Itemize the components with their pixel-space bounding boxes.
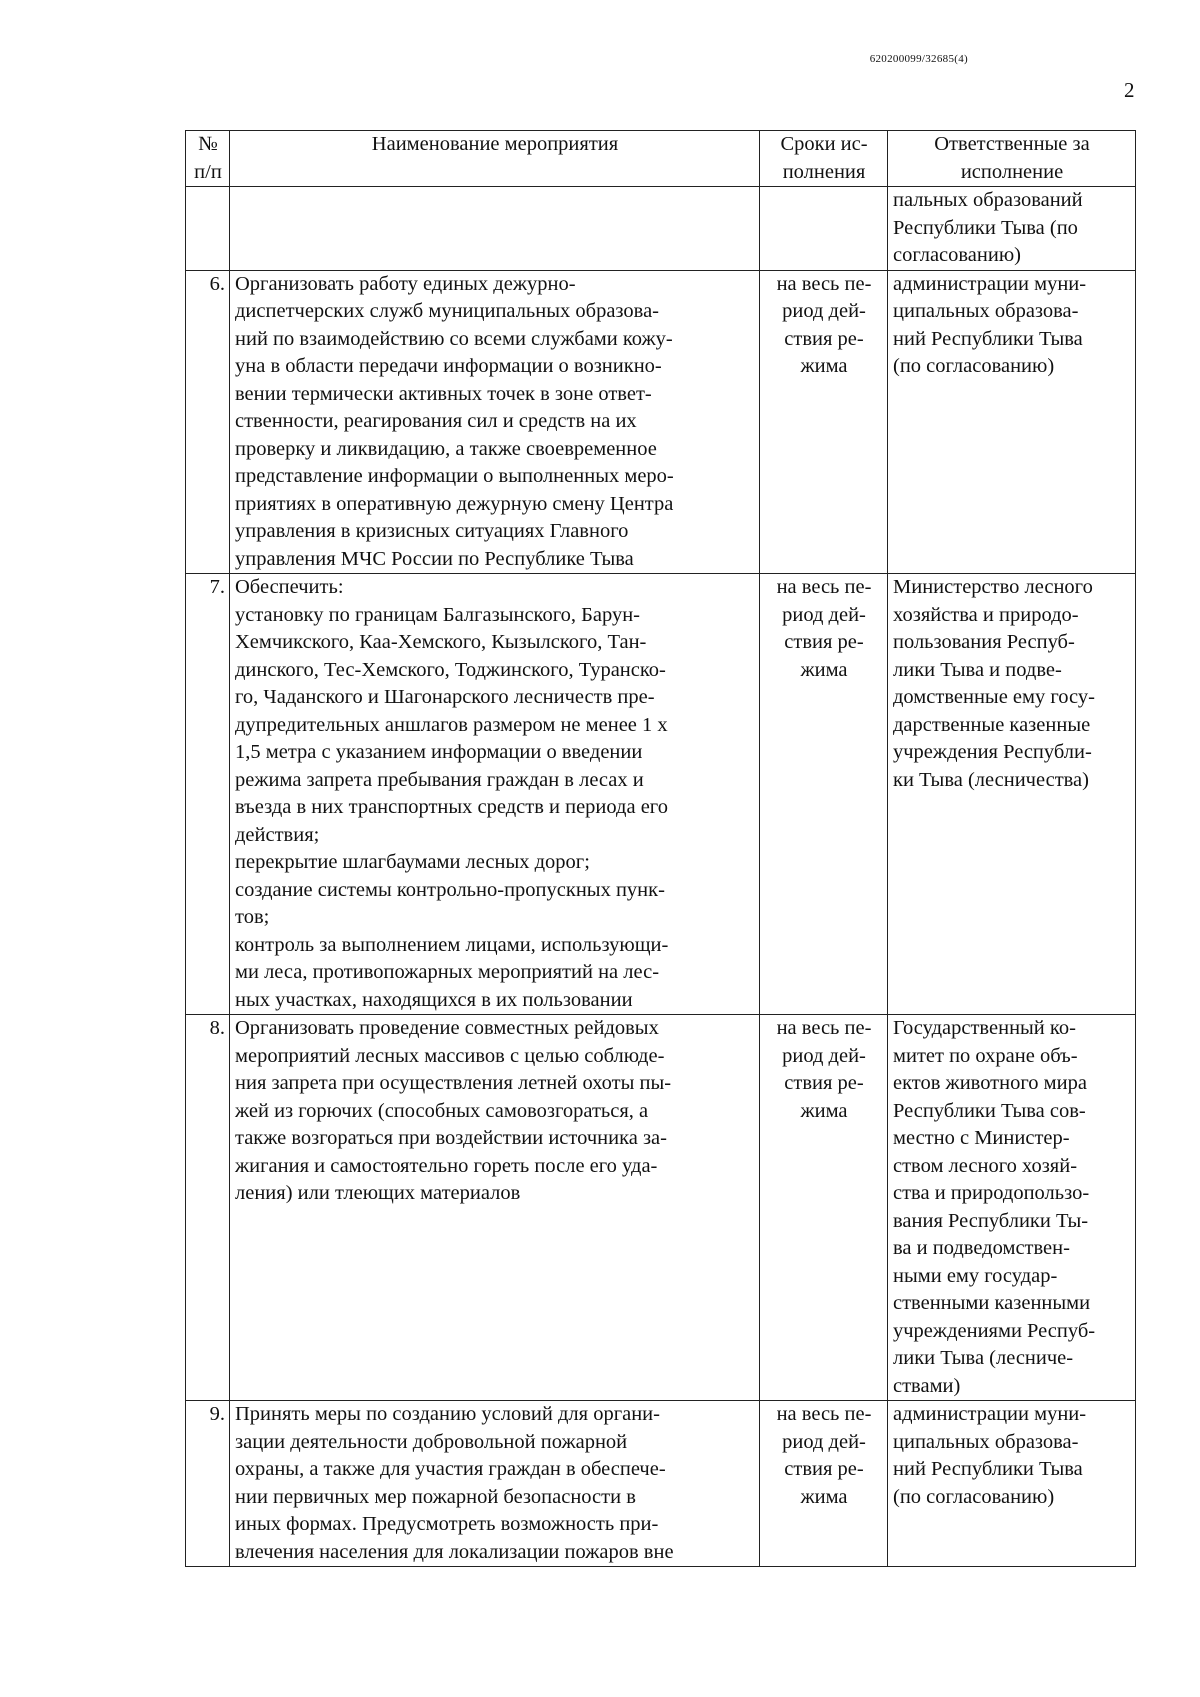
action-text-line: ния запрета при осуществления летней охоты пы- xyxy=(235,1072,672,1094)
term-cell xyxy=(760,187,888,271)
action-text-line: уна в области передачи информации о возникно- xyxy=(235,355,662,377)
action-text-line: проверку и ликвидацию, а также своевременное xyxy=(235,437,657,460)
action-text-line: 1,5 метра с указанием информации о введении xyxy=(235,741,643,763)
responsible-text-line: (по согласованию) xyxy=(893,1485,1055,1508)
table-row xyxy=(186,1401,1136,1567)
term-text-line: жима xyxy=(800,658,848,681)
action-text-line: также возгораться при воздействии источника за- xyxy=(235,1127,667,1149)
responsible-cell xyxy=(888,574,1136,1015)
action-text-line: тов; xyxy=(235,906,270,928)
responsible-text-line: ний Республики Тыва xyxy=(893,1458,1083,1480)
responsible-text-line: лики Тыва (лесниче- xyxy=(893,1347,1074,1369)
action-cell xyxy=(230,187,760,271)
action-text-line: въезда в них транспортных средств и периода его xyxy=(235,796,668,818)
measures-table xyxy=(185,130,1136,1567)
responsible-text-line: ства и природопользо- xyxy=(893,1182,1090,1204)
action-text-line: диспетчерских служб муниципальных образова- xyxy=(235,300,659,322)
action-text-line: жей из горючих (способных самовозгораться, а xyxy=(235,1099,649,1122)
header-text-line: Сроки ис- xyxy=(780,133,868,155)
action-text-line: ных участках, находящихся в их пользовании xyxy=(235,988,633,1011)
responsible-text-line: ципальных образова- xyxy=(893,300,1079,322)
responsible-text-line: Министерство лесного xyxy=(893,576,1093,598)
action-text-line: го, Чаданского и Шагонарского лесничеств пре- xyxy=(235,686,655,708)
responsible-text-line: ки Тыва (лесничества) xyxy=(893,768,1089,791)
responsible-text-line: согласованию) xyxy=(893,244,1021,266)
action-text-line: действия; xyxy=(235,823,320,846)
term-cell xyxy=(760,1015,888,1401)
action-text-line: мероприятий лесных массивов с целью соблюде- xyxy=(235,1044,665,1067)
action-text-line: Организовать проведение совместных рейдовых xyxy=(235,1017,659,1039)
action-text-line: Принять меры по созданию условий для органи- xyxy=(235,1403,660,1425)
term-text-line: на весь пе- xyxy=(776,1017,872,1039)
responsible-text-line: учреждения Республи- xyxy=(893,741,1092,763)
term-text-line: риод дей- xyxy=(782,1044,866,1067)
responsible-text-line: дарственные казенные xyxy=(893,713,1091,736)
action-text-line: приятиях в оперативную дежурную смену Центра xyxy=(235,492,674,515)
action-text-line: ления) или тлеющих материалов xyxy=(235,1182,521,1204)
header-text-line: Ответственные за xyxy=(934,133,1090,155)
term-text-line: на весь пе- xyxy=(776,576,872,598)
action-text-line: нии первичных мер пожарной безопасности в xyxy=(235,1485,636,1508)
action-text-line: представление информации о выполненных меро- xyxy=(235,465,674,487)
responsible-text-line: домственные ему госу- xyxy=(893,686,1095,708)
responsible-text-line: Республики Тыва (по xyxy=(893,216,1078,239)
row-number: 9. xyxy=(186,1401,230,1567)
responsible-text-line: (по согласованию) xyxy=(893,355,1055,377)
row-number xyxy=(186,187,230,271)
term-cell xyxy=(760,1401,888,1567)
responsible-text-line: ственными казенными xyxy=(893,1292,1091,1314)
term-text-line: на весь пе- xyxy=(776,272,872,295)
responsible-text-line: ва и подведомствен- xyxy=(893,1237,1070,1259)
responsible-text-line: учреждениями Респуб- xyxy=(893,1319,1096,1342)
row-number: 6. xyxy=(186,270,230,574)
term-cell xyxy=(760,574,888,1015)
action-text-line: управления МЧС России по Республике Тыва xyxy=(235,547,634,570)
responsible-text-line: вания Республики Ты- xyxy=(893,1209,1089,1232)
action-text-line: ми леса, противопожарных мероприятий на лес- xyxy=(235,961,660,983)
table-row xyxy=(186,1015,1136,1401)
header-text-line: полнения xyxy=(782,160,866,183)
responsible-text-line: пользования Респуб- xyxy=(893,631,1075,653)
action-cell xyxy=(230,1401,760,1567)
page-number: 2 xyxy=(1124,78,1135,102)
responsible-cell xyxy=(888,187,1136,271)
action-text-line: иных формах. Предусмотреть возможность при- xyxy=(235,1513,659,1535)
header-text-line: исполнение xyxy=(960,160,1064,183)
action-text-line: влечения населения для локализации пожаров вне xyxy=(235,1540,674,1563)
action-text-line: ний по взаимодействию со всеми службами кожу- xyxy=(235,327,673,350)
action-text-line: вении термически активных точек в зоне ответ- xyxy=(235,382,652,405)
action-text-line: охраны, а также для участия граждан в обеспече- xyxy=(235,1458,666,1480)
action-text-line: перекрытие шлагбаумами лесных дорог; xyxy=(235,851,590,873)
action-text-line: режима запрета пребывания граждан в лесах и xyxy=(235,768,644,791)
term-text-line: жима xyxy=(800,1485,848,1508)
row-number: 7. xyxy=(186,574,230,1015)
table-header-row xyxy=(186,131,1136,187)
header-text-line: № xyxy=(198,133,218,155)
responsible-text-line: ний Республики Тыва xyxy=(893,327,1083,350)
action-text-line: зации деятельности добровольной пожарной xyxy=(235,1430,628,1453)
responsible-text-line: местно с Министер- xyxy=(893,1127,1070,1149)
header-action xyxy=(230,131,760,187)
action-cell xyxy=(230,270,760,574)
responsible-text-line: лики Тыва и подве- xyxy=(893,658,1062,681)
term-text-line: ствия ре- xyxy=(784,631,864,653)
action-text-line: Обеспечить: xyxy=(235,576,344,598)
term-text-line: риод дей- xyxy=(782,1430,866,1453)
term-text-line: риод дей- xyxy=(782,603,866,626)
action-text-line: Хемчикского, Каа-Хемского, Кызылского, Тан- xyxy=(235,631,647,653)
action-text-line: ственности, реагирования сил и средств на их xyxy=(235,410,637,432)
responsible-text-line: ством лесного хозяй- xyxy=(893,1154,1078,1177)
responsible-text-line: ципальных образова- xyxy=(893,1430,1079,1453)
action-text-line: создание системы контрольно-пропускных пунк- xyxy=(235,878,665,901)
responsible-text-line: пальных образований xyxy=(893,189,1083,211)
responsible-text-line: администрации муни- xyxy=(893,1403,1087,1425)
action-cell xyxy=(230,1015,760,1401)
term-text-line: жима xyxy=(800,1099,848,1122)
responsible-text-line: Государственный ко- xyxy=(893,1017,1076,1039)
term-cell xyxy=(760,270,888,574)
term-text-line: риод дей- xyxy=(782,300,866,322)
responsible-cell xyxy=(888,1401,1136,1567)
responsible-text-line: хозяйства и природо- xyxy=(893,603,1079,626)
row-number: 8. xyxy=(186,1015,230,1401)
header-text-line: п/п xyxy=(194,160,222,183)
responsible-text-line: митет по охране объ- xyxy=(893,1044,1078,1067)
term-text-line: жима xyxy=(800,355,848,377)
header-responsible xyxy=(888,131,1136,187)
action-text-line: динского, Тес-Хемского, Тоджинского, Туранско- xyxy=(235,658,666,681)
table-row xyxy=(186,187,1136,271)
responsible-cell xyxy=(888,270,1136,574)
term-text-line: ствия ре- xyxy=(784,327,864,350)
header-number xyxy=(186,131,230,187)
table-row xyxy=(186,574,1136,1015)
action-text-line: дупредительных аншлагов размером не менее 1 х xyxy=(235,713,668,736)
action-text-line: контроль за выполнением лицами, использующи- xyxy=(235,933,669,956)
responsible-text-line: ектов животного мира xyxy=(893,1072,1087,1094)
term-text-line: ствия ре- xyxy=(784,1072,864,1094)
action-text-line: управления в кризисных ситуациях Главного xyxy=(235,520,629,542)
responsible-text-line: ными ему государ- xyxy=(893,1264,1058,1287)
term-text-line: ствия ре- xyxy=(784,1458,864,1480)
responsible-text-line: ствами) xyxy=(893,1374,961,1397)
responsible-cell xyxy=(888,1015,1136,1401)
action-text-line: установку по границам Балгазынского, Барун- xyxy=(235,603,641,626)
header-text-line: Наименование мероприятия xyxy=(371,133,619,155)
responsible-text-line: Республики Тыва сов- xyxy=(893,1099,1086,1122)
document-id: 620200099/32685(4) xyxy=(869,53,968,65)
action-text-line: Организовать работу единых дежурно- xyxy=(235,272,576,295)
action-cell xyxy=(230,574,760,1015)
responsible-text-line: администрации муни- xyxy=(893,272,1087,295)
term-text-line: на весь пе- xyxy=(776,1403,872,1425)
table-row xyxy=(186,270,1136,574)
action-text-line: жигания и самостоятельно гореть после его уда- xyxy=(235,1154,658,1177)
header-term xyxy=(760,131,888,187)
